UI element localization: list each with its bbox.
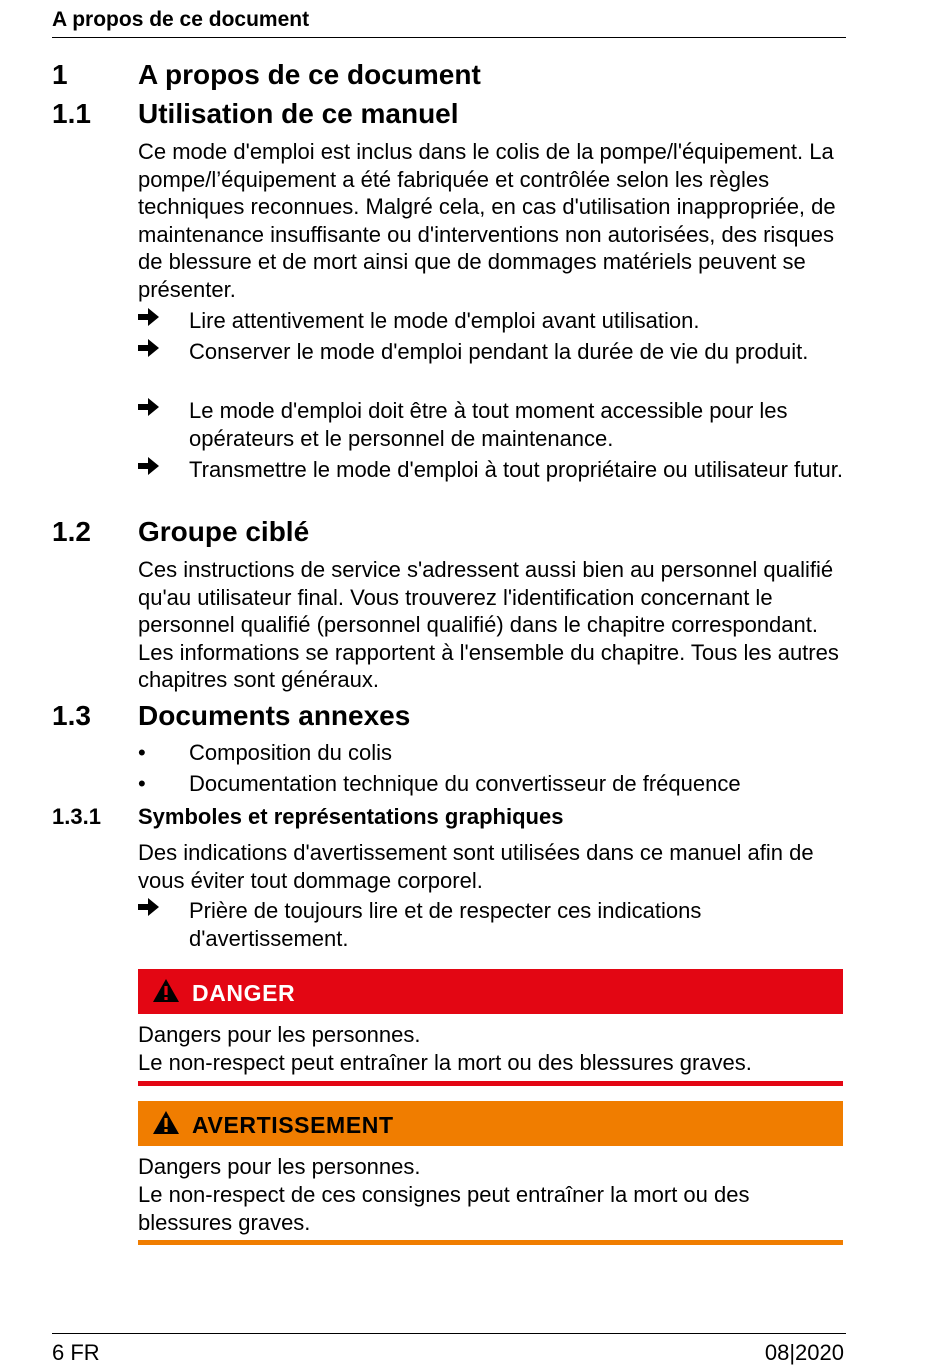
section-number: 1.2 [52,516,91,547]
section-title: Symboles et représentations graphiques [138,804,564,829]
danger-text-line-2: Le non-respect peut entraîner la mort ou des blessures graves. [138,1050,752,1075]
instruction-text: Lire attentivement le mode d'emploi avant utilisation. [189,308,700,333]
section-number: 1 [52,59,68,90]
bullet-text: Composition du colis [189,740,392,765]
document-date: 08|2020 [764,1340,844,1365]
section-title: A propos de ce document [138,59,481,90]
warning-triangle-icon [152,1110,180,1135]
danger-signal-bar [138,969,843,1014]
bullet-mark: • [138,740,146,765]
instruction-text: Conserver le mode d'emploi pendant la durée de vie du produit. [189,339,809,364]
danger-bottom-rule [138,1081,843,1086]
section-number: 1.3 [52,700,91,731]
bullet-item [138,739,848,767]
instruction-item [138,456,848,484]
arrow-right-icon [138,397,168,417]
instruction-text: Transmettre le mode d'emploi à tout propriétaire ou utilisateur futur. [189,457,843,482]
heading-section-1-3-1 [52,803,563,831]
bullet-mark: • [138,771,146,796]
instruction-item [138,307,848,335]
running-header [52,6,846,38]
section-title: Groupe ciblé [138,516,310,547]
instruction-text: Le mode d'emploi doit être à tout moment accessible pour les opérateurs et le personnel de maintenance. [189,398,788,451]
bullet-item [138,770,848,798]
heading-section-1-3 [52,699,410,733]
page-number: 6 FR [52,1340,100,1365]
paragraph-usage: Ce mode d'emploi est inclus dans le colis de la pompe/l'équipement. La pompe/l’équipement a été fabriquée et contrôlée selon les règles techniques reconnues. Malgré cela, en cas d'utilisation inappropriée, de maintenance insuffisante ou d'interventions non autorisées, des risques de blessure et de mort ainsi que de dommages matériels peuvent se présenter. [138,139,836,302]
paragraph-target-group: Ces instructions de service s'adressent aussi bien au personnel qualifié qu'au utilisateur final. Vous trouverez l'identification concernant le personnel qualifié (personnel qualifié) dans le chapitre correspondant. Les informations se rapportent à l'ensemble du chapitre. Tous les autres chapitres sont généraux. [138,557,839,692]
instruction-item [138,397,848,452]
arrow-right-icon [138,338,168,358]
instruction-item [138,338,848,366]
heading-section-1 [52,58,481,92]
arrow-right-icon [138,897,168,917]
footer-rule [52,1333,846,1334]
running-header-title: A propos de ce document [52,8,310,31]
paragraph-symbols: Des indications d'avertissement sont utilisées dans ce manuel afin de vous éviter tout dommage corporel. [138,840,814,893]
section-number: 1.1 [52,98,91,129]
bullet-text: Documentation technique du convertisseur de fréquence [189,771,741,796]
warning-label: AVERTISSEMENT [192,1112,394,1138]
heading-section-1-1 [52,97,459,131]
instruction-text: Prière de toujours lire et de respecter ces indications d'avertissement. [189,898,702,951]
warning-text-line-1: Dangers pour les personnes. [138,1154,421,1179]
arrow-right-icon [138,456,168,476]
warning-text-line-2: Le non-respect de ces consignes peut entraîner la mort ou des blessures graves. [138,1182,750,1235]
section-title: Utilisation de ce manuel [138,98,459,129]
section-number: 1.3.1 [52,804,101,829]
warning-bottom-rule [138,1240,843,1245]
danger-text-line-1: Dangers pour les personnes. [138,1022,421,1047]
warning-signal-bar [138,1101,843,1146]
danger-label: DANGER [192,980,296,1006]
warning-triangle-icon [152,978,180,1003]
section-title: Documents annexes [138,700,411,731]
arrow-right-icon [138,307,168,327]
heading-section-1-2 [52,515,309,549]
instruction-item [138,897,848,952]
